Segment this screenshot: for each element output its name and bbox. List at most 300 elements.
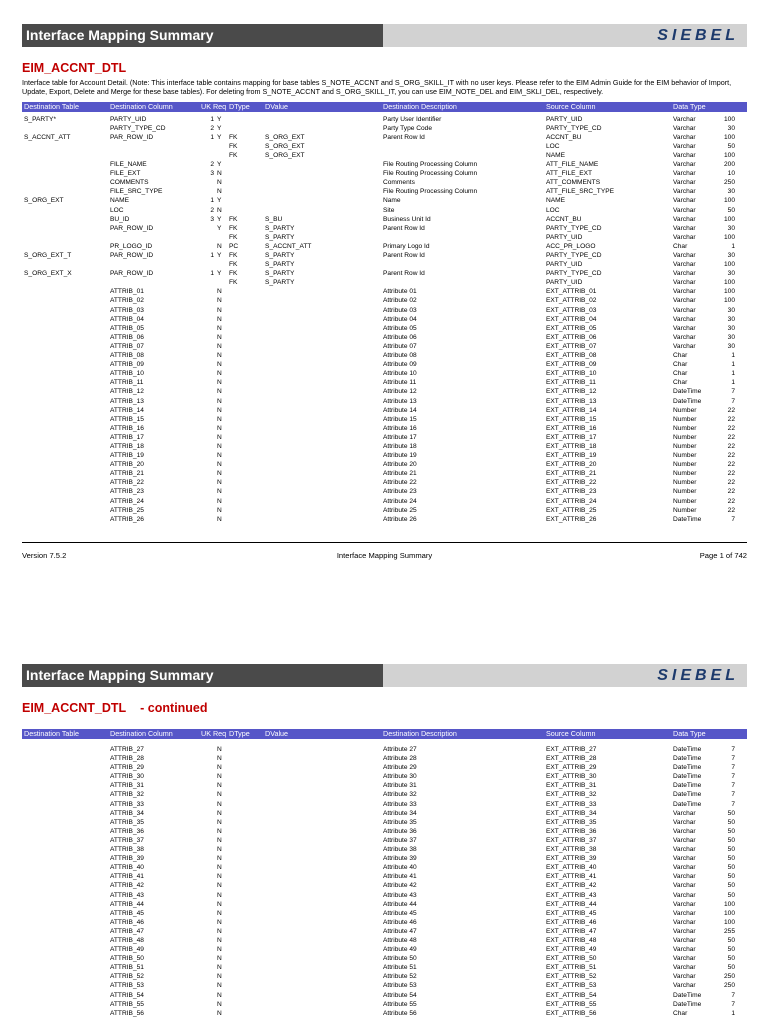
- cell-dtype: [229, 790, 265, 799]
- cell-source-column: EXT_ATTRIB_18: [546, 442, 597, 450]
- cell-required: N: [217, 342, 222, 350]
- cell-uk-seq: [201, 1009, 217, 1018]
- cell-required: Y: [217, 133, 222, 141]
- cell-dtype: [229, 918, 265, 927]
- cell-destination-table: [22, 342, 110, 351]
- table-row: [22, 196, 747, 205]
- cell-dvalue: [265, 369, 383, 378]
- cell-dvalue: [265, 324, 383, 333]
- page-header: [22, 24, 747, 47]
- cell-destination-column: ATTRIB_04: [110, 315, 144, 323]
- cell-source-column: ATT_FILE_SRC_TYPE: [546, 188, 615, 196]
- cell-source-column: EXT_ATTRIB_20: [546, 461, 597, 469]
- cell-destination-table: S_ORG_EXT_T: [24, 252, 72, 259]
- cell-dtype: [229, 927, 265, 936]
- cell-data-type: Varchar: [673, 855, 696, 863]
- cell-destination-table: [22, 142, 110, 151]
- table-row: [22, 918, 747, 927]
- cell-required: N: [217, 809, 222, 817]
- cell-destination-description: Attribute 36: [383, 827, 417, 835]
- table-row: [22, 233, 747, 242]
- cell-source-column: EXT_ATTRIB_23: [546, 488, 597, 496]
- cell-required: N: [217, 406, 222, 414]
- table-row: [22, 854, 747, 863]
- cell-data-length: 30: [727, 333, 735, 341]
- cell-required: N: [217, 388, 222, 396]
- cell-dvalue: [265, 800, 383, 809]
- cell-uk-seq: [201, 296, 217, 305]
- cell-destination-column: ATTRIB_40: [110, 864, 144, 872]
- cell-source-column: NAME: [546, 197, 566, 205]
- cell-source-column: EXT_ATTRIB_37: [546, 836, 597, 844]
- cell-required: N: [217, 324, 222, 332]
- cell-data-length: 255: [723, 927, 735, 935]
- cell-dvalue: [265, 306, 383, 315]
- cell-destination-table: [22, 451, 110, 460]
- cell-uk-seq: [201, 972, 217, 981]
- cell-source-column: EXT_ATTRIB_55: [546, 1000, 597, 1008]
- cell-destination-column: [110, 151, 201, 160]
- cell-dvalue: [265, 863, 383, 872]
- cell-destination-table: [22, 991, 110, 1000]
- cell-destination-table: [22, 306, 110, 315]
- cell-dtype: [229, 351, 265, 360]
- table-row: [22, 442, 747, 451]
- cell-dvalue: [265, 169, 383, 178]
- table-row: [22, 115, 747, 124]
- cell-dvalue: [265, 845, 383, 854]
- col-dtype: DType: [229, 101, 250, 111]
- cell-uk-seq: [201, 981, 217, 990]
- table-row: [22, 287, 747, 296]
- cell-destination-table: [22, 369, 110, 378]
- cell-source-column: EXT_ATTRIB_07: [546, 342, 597, 350]
- cell-destination-table: [22, 1000, 110, 1009]
- cell-destination-description: Parent Row Id: [383, 252, 425, 259]
- cell-uk-seq: [201, 772, 217, 781]
- cell-dtype: [229, 872, 265, 881]
- table-row: [22, 790, 747, 799]
- cell-uk-seq: [201, 360, 217, 369]
- cell-dtype: [229, 324, 265, 333]
- cell-data-length: 1: [731, 379, 735, 387]
- cell-dtype: [229, 963, 265, 972]
- cell-source-column: ATT_COMMENTS: [546, 179, 601, 187]
- cell-dvalue: [265, 342, 383, 351]
- cell-dtype: PC: [229, 242, 239, 250]
- cell-uk-seq: [201, 863, 217, 872]
- cell-dtype: [229, 424, 265, 433]
- cell-destination-description: Attribute 06: [383, 333, 417, 341]
- cell-uk-seq: [201, 187, 217, 196]
- cell-uk-seq: [201, 151, 217, 160]
- cell-required: N: [217, 506, 222, 514]
- cell-destination-table: [22, 809, 110, 818]
- cell-uk-seq: [201, 927, 217, 936]
- cell-destination-column: PAR_ROW_ID: [110, 133, 154, 141]
- cell-data-type: Number: [673, 415, 697, 423]
- cell-required: N: [217, 288, 222, 296]
- cell-data-length: 1: [731, 242, 735, 250]
- doc-title: [22, 61, 747, 75]
- cell-data-type: Varchar: [673, 846, 696, 854]
- cell-destination-table: [22, 360, 110, 369]
- cell-destination-column: [110, 233, 201, 242]
- cell-destination-description: Attribute 14: [383, 406, 417, 414]
- cell-destination-table: [22, 469, 110, 478]
- cell-data-type: Char: [673, 370, 688, 378]
- cell-dvalue: [265, 972, 383, 981]
- cell-data-type: Varchar: [673, 955, 696, 963]
- table-row: [22, 433, 747, 442]
- cell-dvalue: [265, 406, 383, 415]
- cell-dvalue: [265, 433, 383, 442]
- cell-dvalue: [265, 469, 383, 478]
- cell-dtype: [229, 160, 265, 169]
- cell-data-type: Varchar: [673, 936, 696, 944]
- cell-destination-column: ATTRIB_54: [110, 991, 144, 999]
- cell-destination-description: [383, 278, 546, 287]
- cell-dvalue: [265, 927, 383, 936]
- cell-destination-description: Attribute 21: [383, 470, 417, 478]
- footer-version: Version 7.5.2: [22, 550, 67, 560]
- cell-destination-column: ATTRIB_20: [110, 461, 144, 469]
- cell-dtype: [229, 478, 265, 487]
- cell-source-column: PARTY_TYPE_CD: [546, 270, 602, 278]
- cell-destination-table: [22, 945, 110, 954]
- cell-destination-column: ATTRIB_41: [110, 873, 144, 881]
- cell-dtype: [229, 745, 265, 754]
- cell-destination-description: Party User Identifier: [383, 115, 442, 123]
- cell-destination-description: Attribute 49: [383, 946, 417, 954]
- cell-source-column: ATT_FILE_NAME: [546, 161, 599, 169]
- page-1: [22, 24, 747, 560]
- cell-required: N: [217, 927, 222, 935]
- cell-source-column: EXT_ATTRIB_06: [546, 333, 597, 341]
- cell-data-length: 250: [723, 179, 735, 187]
- cell-data-length: 30: [727, 306, 735, 314]
- cell-data-length: 7: [731, 515, 735, 523]
- cell-destination-table: [22, 151, 110, 160]
- cell-source-column: EXT_ATTRIB_43: [546, 891, 597, 899]
- cell-data-length: 50: [727, 964, 735, 972]
- cell-source-column: EXT_ATTRIB_09: [546, 361, 597, 369]
- page-header: [22, 664, 747, 687]
- cell-data-type: Char: [673, 1009, 688, 1017]
- cell-source-column: PARTY_UID: [546, 115, 583, 123]
- cell-data-length: 250: [723, 973, 735, 981]
- cell-required: N: [217, 470, 222, 478]
- cell-data-length: 7: [731, 755, 735, 763]
- cell-required: N: [217, 461, 222, 469]
- siebel-logo: [383, 24, 747, 47]
- cell-dvalue: [265, 827, 383, 836]
- cell-data-length: 30: [727, 315, 735, 323]
- cell-uk-seq: 2: [210, 124, 214, 132]
- cell-destination-column: LOC: [110, 206, 124, 214]
- cell-destination-description: Attribute 53: [383, 982, 417, 990]
- table-row: [22, 178, 747, 187]
- cell-data-type: Varchar: [673, 142, 696, 150]
- cell-destination-description: Party Type Code: [383, 124, 432, 132]
- cell-source-column: EXT_ATTRIB_02: [546, 297, 597, 305]
- cell-data-type: Varchar: [673, 964, 696, 972]
- cell-destination-description: Attribute 48: [383, 936, 417, 944]
- cell-source-column: EXT_ATTRIB_22: [546, 479, 597, 487]
- cell-dtype: [229, 836, 265, 845]
- cell-dvalue: [265, 351, 383, 360]
- cell-required: N: [217, 846, 222, 854]
- page-footer: [22, 542, 747, 560]
- cell-source-column: EXT_ATTRIB_24: [546, 497, 597, 505]
- continued-label: - continued: [140, 701, 208, 715]
- cell-data-type: Varchar: [673, 900, 696, 908]
- cell-data-type: Number: [673, 506, 697, 514]
- cell-data-type: Varchar: [673, 342, 696, 350]
- cell-destination-table: [22, 242, 110, 251]
- cell-source-column: NAME: [546, 151, 566, 159]
- col-destination-column: Destination Column: [110, 101, 173, 111]
- table-row: [22, 415, 747, 424]
- cell-required: N: [217, 515, 222, 523]
- cell-uk-seq: [201, 478, 217, 487]
- cell-required: N: [217, 827, 222, 835]
- cell-data-length: 30: [727, 342, 735, 350]
- cell-source-column: EXT_ATTRIB_27: [546, 746, 597, 753]
- cell-data-type: Varchar: [673, 270, 696, 278]
- cell-uk-seq: [201, 991, 217, 1000]
- cell-data-type: DateTime: [673, 764, 702, 772]
- cell-uk-seq: [201, 881, 217, 890]
- table-row: [22, 506, 747, 515]
- cell-destination-table: S_ORG_EXT: [24, 197, 64, 205]
- cell-required: N: [217, 424, 222, 432]
- cell-dtype: [229, 369, 265, 378]
- cell-destination-column: ATTRIB_22: [110, 479, 144, 487]
- cell-uk-seq: 3: [210, 170, 214, 178]
- cell-data-type: Char: [673, 379, 688, 387]
- cell-dtype: [229, 991, 265, 1000]
- cell-required: N: [217, 315, 222, 323]
- cell-dvalue: S_PARTY: [265, 270, 295, 278]
- cell-dvalue: [265, 478, 383, 487]
- cell-data-length: 22: [727, 461, 735, 469]
- cell-destination-column: NAME: [110, 197, 130, 205]
- cell-destination-column: ATTRIB_01: [110, 288, 144, 296]
- cell-required: [217, 233, 229, 242]
- cell-data-length: 22: [727, 488, 735, 496]
- cell-source-column: EXT_ATTRIB_12: [546, 388, 597, 396]
- col-uk-req: UK Req: [201, 729, 227, 738]
- cell-required: N: [217, 900, 222, 908]
- cell-destination-description: Attribute 28: [383, 755, 417, 763]
- cell-data-length: 7: [731, 773, 735, 781]
- cell-destination-table: [22, 981, 110, 990]
- cell-data-length: 22: [727, 424, 735, 432]
- cell-data-length: 50: [727, 142, 735, 150]
- col-source-column: Source Column: [546, 729, 596, 738]
- cell-uk-seq: [201, 900, 217, 909]
- cell-destination-table: [22, 224, 110, 233]
- col-dtype: DType: [229, 729, 250, 738]
- cell-data-type: Varchar: [673, 873, 696, 881]
- cell-dtype: [229, 881, 265, 890]
- cell-destination-description: Attribute 32: [383, 791, 417, 799]
- cell-destination-description: Attribute 24: [383, 497, 417, 505]
- cell-source-column: EXT_ATTRIB_08: [546, 352, 597, 360]
- cell-data-length: 100: [723, 288, 735, 296]
- table-description: Interface table for Account Detail. (Note: This interface table contains mapping for base tables S_NOTE_ACCNT and S_ORG_SKILL_IT with no user keys. Please refer to the EIM Admin Guide for the EIM behavior of Import, Update, Export, Delete and Merge for these base tables). For deleting from S_NOTE_ACCNT and S_ORG_SKILL_IT, you can use EIM_NOTE_DEL and EIM_SKLI_DEL, respectively.: [22, 78, 732, 97]
- cell-data-type: Char: [673, 242, 688, 250]
- cell-data-length: 30: [727, 324, 735, 332]
- cell-dvalue: [265, 124, 383, 133]
- cell-dtype: [229, 306, 265, 315]
- cell-dvalue: [265, 809, 383, 818]
- cell-destination-description: Attribute 20: [383, 461, 417, 469]
- table-row: [22, 278, 747, 287]
- cell-destination-column: ATTRIB_06: [110, 333, 144, 341]
- cell-data-length: 22: [727, 506, 735, 514]
- cell-uk-seq: [201, 487, 217, 496]
- table-row: [22, 478, 747, 487]
- cell-data-length: 22: [727, 452, 735, 460]
- cell-destination-description: Business Unit Id: [383, 215, 431, 223]
- cell-dvalue: [265, 160, 383, 169]
- cell-data-length: 7: [731, 991, 735, 999]
- cell-destination-column: ATTRIB_46: [110, 918, 144, 926]
- table-row: [22, 397, 747, 406]
- table-row: [22, 215, 747, 224]
- cell-destination-table: [22, 800, 110, 809]
- cell-destination-table: [22, 909, 110, 918]
- cell-required: Y: [217, 252, 222, 259]
- cell-required: Y: [217, 115, 222, 123]
- cell-destination-description: Attribute 01: [383, 288, 417, 296]
- cell-dvalue: [265, 836, 383, 845]
- table-row: [22, 945, 747, 954]
- cell-destination-column: FILE_SRC_TYPE: [110, 188, 163, 196]
- cell-destination-column: ATTRIB_09: [110, 361, 144, 369]
- cell-uk-seq: [201, 415, 217, 424]
- cell-uk-seq: [201, 845, 217, 854]
- cell-dtype: [229, 206, 265, 215]
- cell-destination-table: [22, 387, 110, 396]
- cell-source-column: ACC_PR_LOGO: [546, 242, 596, 250]
- cell-uk-seq: [201, 287, 217, 296]
- cell-uk-seq: [201, 387, 217, 396]
- cell-destination-column: FILE_EXT: [110, 170, 141, 178]
- cell-dvalue: [265, 397, 383, 406]
- cell-destination-column: ATTRIB_21: [110, 470, 144, 478]
- cell-uk-seq: [201, 242, 217, 251]
- table-row: [22, 315, 747, 324]
- cell-destination-description: Parent Row Id: [383, 224, 425, 232]
- cell-required: N: [217, 442, 222, 450]
- cell-required: N: [217, 936, 222, 944]
- table-row: [22, 251, 747, 260]
- cell-destination-table: [22, 442, 110, 451]
- cell-destination-description: Attribute 52: [383, 973, 417, 981]
- cell-destination-table: [22, 296, 110, 305]
- cell-destination-column: PARTY_TYPE_CD: [110, 124, 166, 132]
- cell-required: N: [217, 955, 222, 963]
- cell-dvalue: S_PARTY: [265, 233, 295, 241]
- cell-dvalue: [265, 515, 383, 524]
- cell-destination-description: File Routing Processing Column: [383, 170, 478, 178]
- cell-dvalue: S_ORG_EXT: [265, 133, 305, 141]
- cell-destination-column: ATTRIB_51: [110, 964, 144, 972]
- cell-uk-seq: [201, 754, 217, 763]
- cell-destination-column: ATTRIB_28: [110, 755, 144, 763]
- cell-uk-seq: [201, 324, 217, 333]
- cell-dtype: [229, 469, 265, 478]
- cell-data-length: 50: [727, 891, 735, 899]
- cell-required: N: [217, 352, 222, 360]
- cell-destination-description: Attribute 41: [383, 873, 417, 881]
- cell-data-length: 100: [723, 197, 735, 205]
- cell-destination-table: [22, 836, 110, 845]
- cell-data-type: Number: [673, 488, 697, 496]
- cell-destination-table: [22, 818, 110, 827]
- cell-data-type: DateTime: [673, 782, 702, 790]
- cell-data-length: 22: [727, 433, 735, 441]
- cell-required: N: [217, 479, 222, 487]
- cell-data-type: Varchar: [673, 809, 696, 817]
- cell-data-type: Varchar: [673, 133, 696, 141]
- table-row: [22, 800, 747, 809]
- cell-destination-table: [22, 333, 110, 342]
- table-row: [22, 963, 747, 972]
- cell-data-type: Varchar: [673, 836, 696, 844]
- table-row: [22, 881, 747, 890]
- cell-destination-table: [22, 278, 110, 287]
- cell-data-length: 7: [731, 782, 735, 790]
- cell-destination-column: ATTRIB_27: [110, 746, 144, 753]
- cell-required: N: [217, 800, 222, 808]
- table-row: [22, 333, 747, 342]
- cell-destination-table: S_ORG_EXT_X: [24, 270, 72, 278]
- cell-destination-description: Attribute 46: [383, 918, 417, 926]
- cell-destination-column: [110, 260, 201, 269]
- cell-uk-seq: [201, 1000, 217, 1009]
- cell-dvalue: [265, 442, 383, 451]
- cell-destination-column: ATTRIB_18: [110, 442, 144, 450]
- cell-required: N: [217, 791, 222, 799]
- cell-dtype: [229, 378, 265, 387]
- table-row: [22, 936, 747, 945]
- cell-uk-seq: [201, 497, 217, 506]
- cell-uk-seq: 3: [210, 215, 214, 223]
- cell-data-type: Varchar: [673, 224, 696, 232]
- cell-dvalue: [265, 936, 383, 945]
- cell-dvalue: S_PARTY: [265, 279, 295, 287]
- cell-destination-description: Attribute 50: [383, 955, 417, 963]
- cell-destination-table: [22, 187, 110, 196]
- table-row: [22, 909, 747, 918]
- cell-data-length: 50: [727, 955, 735, 963]
- cell-destination-column: ATTRIB_34: [110, 809, 144, 817]
- cell-dtype: [229, 763, 265, 772]
- cell-required: N: [217, 415, 222, 423]
- cell-dvalue: [265, 790, 383, 799]
- cell-dvalue: [265, 115, 383, 124]
- cell-data-type: Varchar: [673, 279, 696, 287]
- cell-destination-description: Attribute 38: [383, 846, 417, 854]
- cell-destination-description: Attribute 25: [383, 506, 417, 514]
- cell-destination-table: [22, 406, 110, 415]
- cell-uk-seq: [201, 963, 217, 972]
- cell-destination-column: ATTRIB_35: [110, 818, 144, 826]
